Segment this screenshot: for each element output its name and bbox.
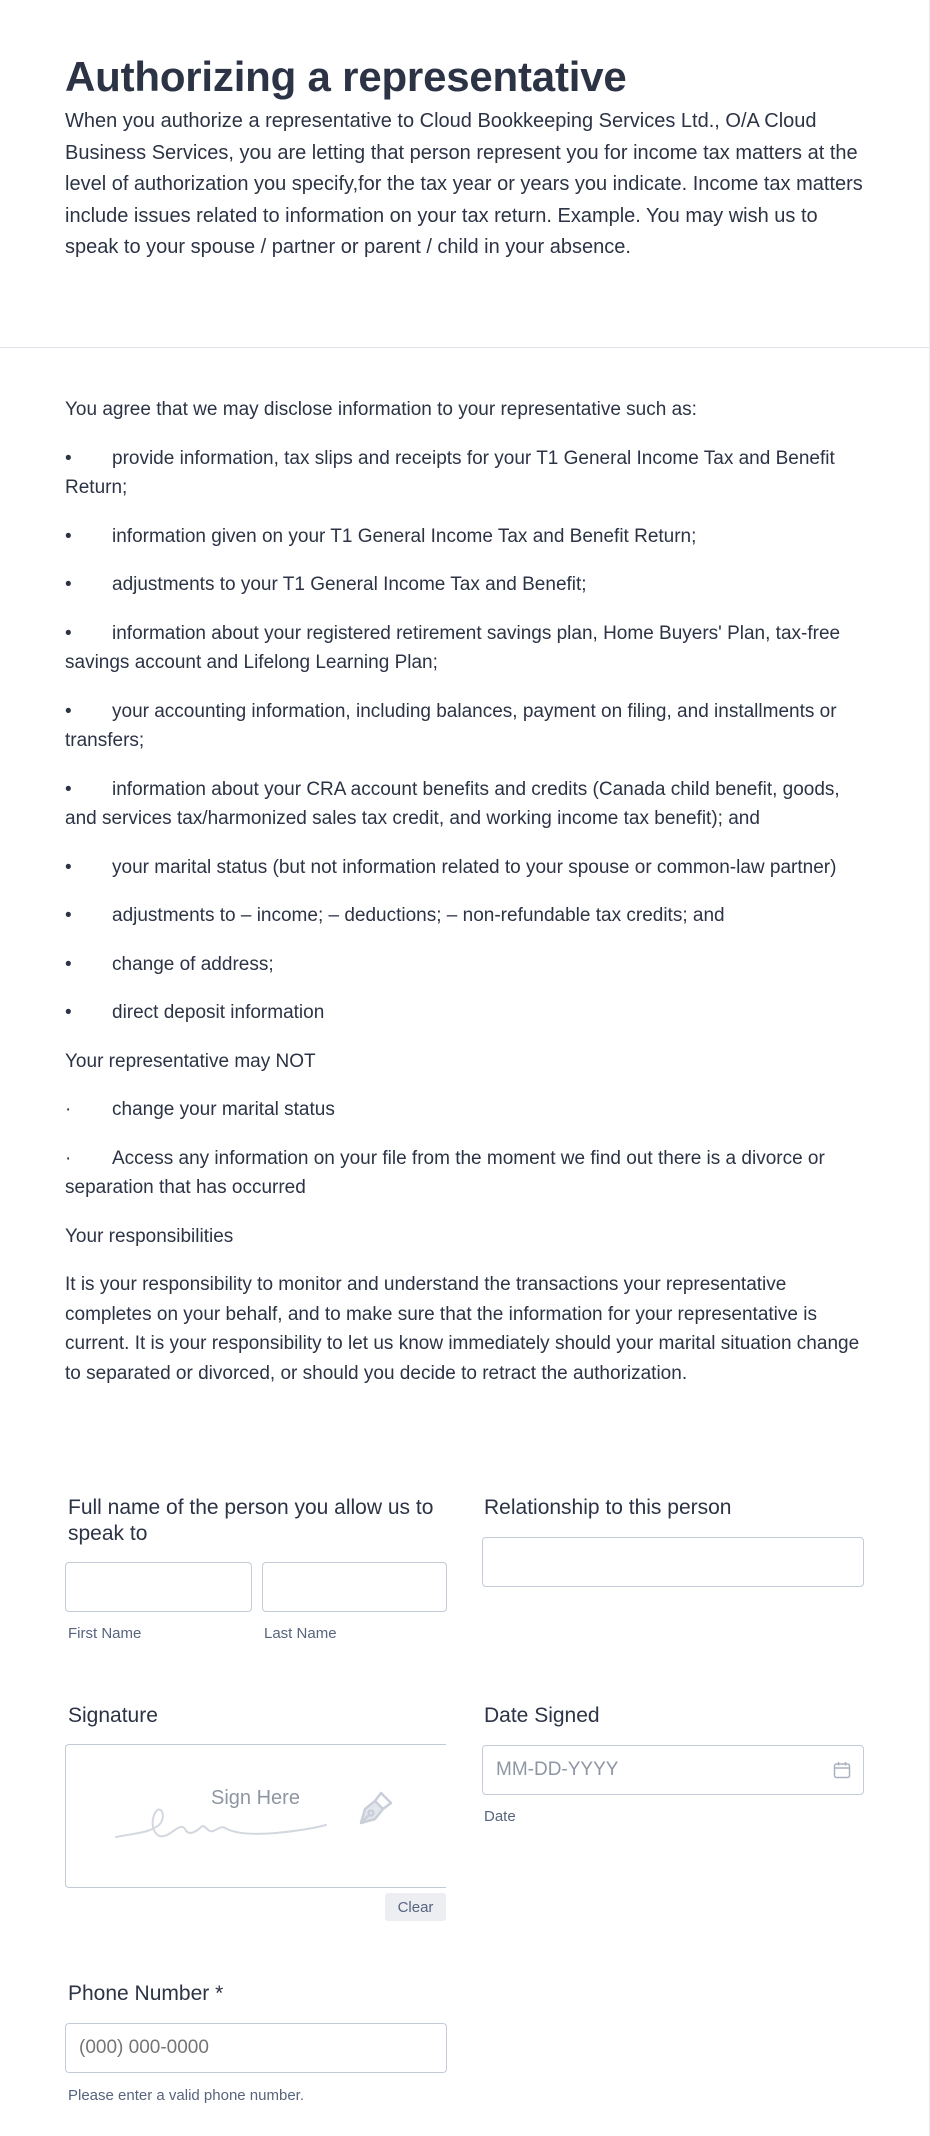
header-divider bbox=[0, 347, 929, 348]
phone-label: Phone Number * bbox=[68, 1982, 224, 2005]
list-item: · change your marital status bbox=[65, 1095, 865, 1125]
list-item: • information given on your T1 General Income Tax and Benefit Return; bbox=[65, 522, 865, 552]
signature-scribble-icon bbox=[111, 1785, 371, 1845]
pen-icon bbox=[351, 1787, 397, 1833]
relationship-input[interactable] bbox=[482, 1537, 864, 1587]
responsibilities-heading: Your responsibilities bbox=[65, 1225, 234, 1247]
form-header bbox=[0, 0, 930, 264]
last-name-input[interactable] bbox=[262, 1562, 447, 1612]
bullet-glyph: • bbox=[65, 574, 72, 595]
first-name-input[interactable] bbox=[65, 1562, 252, 1612]
date-input[interactable] bbox=[482, 1745, 864, 1795]
bullet-glyph: • bbox=[65, 778, 72, 800]
list-item: • information about your CRA account benefits and credits (Canada child benefit, goods, and services tax/harmonized sales tax credit, and working income tax benefit); and bbox=[65, 775, 865, 834]
list-item: • provide information, tax slips and receipts for your T1 General Income Tax and Benefit Return; bbox=[65, 444, 865, 503]
page-title: Authorizing a representative bbox=[65, 53, 627, 100]
signature-label: Signature bbox=[68, 1704, 158, 1727]
list-item: • your accounting information, including balances, payment on filing, and installments or transfers; bbox=[65, 697, 865, 756]
list-item: • your marital status (but not information related to your spouse or common-law partner) bbox=[65, 853, 865, 883]
bullet-glyph: • bbox=[65, 1002, 72, 1023]
bullet-glyph: • bbox=[65, 525, 72, 547]
relationship-label: Relationship to this person bbox=[484, 1496, 732, 1519]
signature-placeholder: Sign Here bbox=[211, 1787, 300, 1809]
intro-text: When you authorize a representative to Cloud Bookkeeping Services Ltd., O/A Cloud Business Services, you are letting that person represent you for income tax matters at the level of authorization you specify,for the tax year or years you indicate. Income tax matters include issues related to information on your tax return. Example. You may wish us to speak to your spouse / partner or parent / child in your absence. bbox=[65, 110, 863, 259]
disclosure-text bbox=[65, 395, 865, 1407]
dot-glyph: · bbox=[65, 1099, 72, 1120]
phone-sublabel: Please enter a valid phone number. bbox=[68, 2087, 304, 2104]
list-item: • information about your registered retirement savings plan, Home Buyers' Plan, tax-free savings account and Lifelong Learning Plan; bbox=[65, 619, 865, 678]
list-item: • adjustments to – income; – deductions; – non-refundable tax credits; and bbox=[65, 901, 865, 931]
signature-pad[interactable] bbox=[65, 1744, 446, 1888]
full-name-label: Full name of the person you allow us to speak to bbox=[68, 1496, 434, 1545]
responsibilities-text: It is your responsibility to monitor and understand the transactions your representative completes on your behalf, and to make sure that the information for your representative is current. It is your responsibility to let us know immediately should your marital situation change to separated or divorced, or should you decide to retract the authorization. bbox=[65, 1274, 860, 1384]
last-name-sublabel: Last Name bbox=[264, 1625, 337, 1642]
list-item: • change of address; bbox=[65, 950, 865, 980]
dot-glyph: · bbox=[65, 1147, 72, 1169]
bullet-glyph: • bbox=[65, 953, 72, 975]
bullet-glyph: • bbox=[65, 700, 72, 722]
date-placeholder: MM-DD-YYYY bbox=[496, 1759, 619, 1780]
first-name-sublabel: First Name bbox=[68, 1625, 142, 1642]
clear-signature-button[interactable]: Clear bbox=[385, 1893, 446, 1921]
date-sublabel: Date bbox=[484, 1808, 516, 1825]
bullet-glyph: • bbox=[65, 622, 72, 644]
date-signed-label: Date Signed bbox=[484, 1704, 600, 1727]
may-not-heading: Your representative may NOT bbox=[65, 1050, 316, 1072]
list-item: • direct deposit information bbox=[65, 998, 865, 1028]
agree-intro: You agree that we may disclose information to your representative such as: bbox=[65, 399, 697, 420]
bullet-glyph: • bbox=[65, 905, 72, 926]
list-item: • adjustments to your T1 General Income Tax and Benefit; bbox=[65, 570, 865, 600]
bullet-glyph: • bbox=[65, 856, 72, 878]
phone-input[interactable] bbox=[65, 2023, 447, 2073]
bullet-glyph: • bbox=[65, 447, 72, 469]
list-item: · Access any information on your file from the moment we find out there is a divorce or separation that has occurred bbox=[65, 1144, 865, 1203]
calendar-icon[interactable] bbox=[833, 1761, 851, 1779]
